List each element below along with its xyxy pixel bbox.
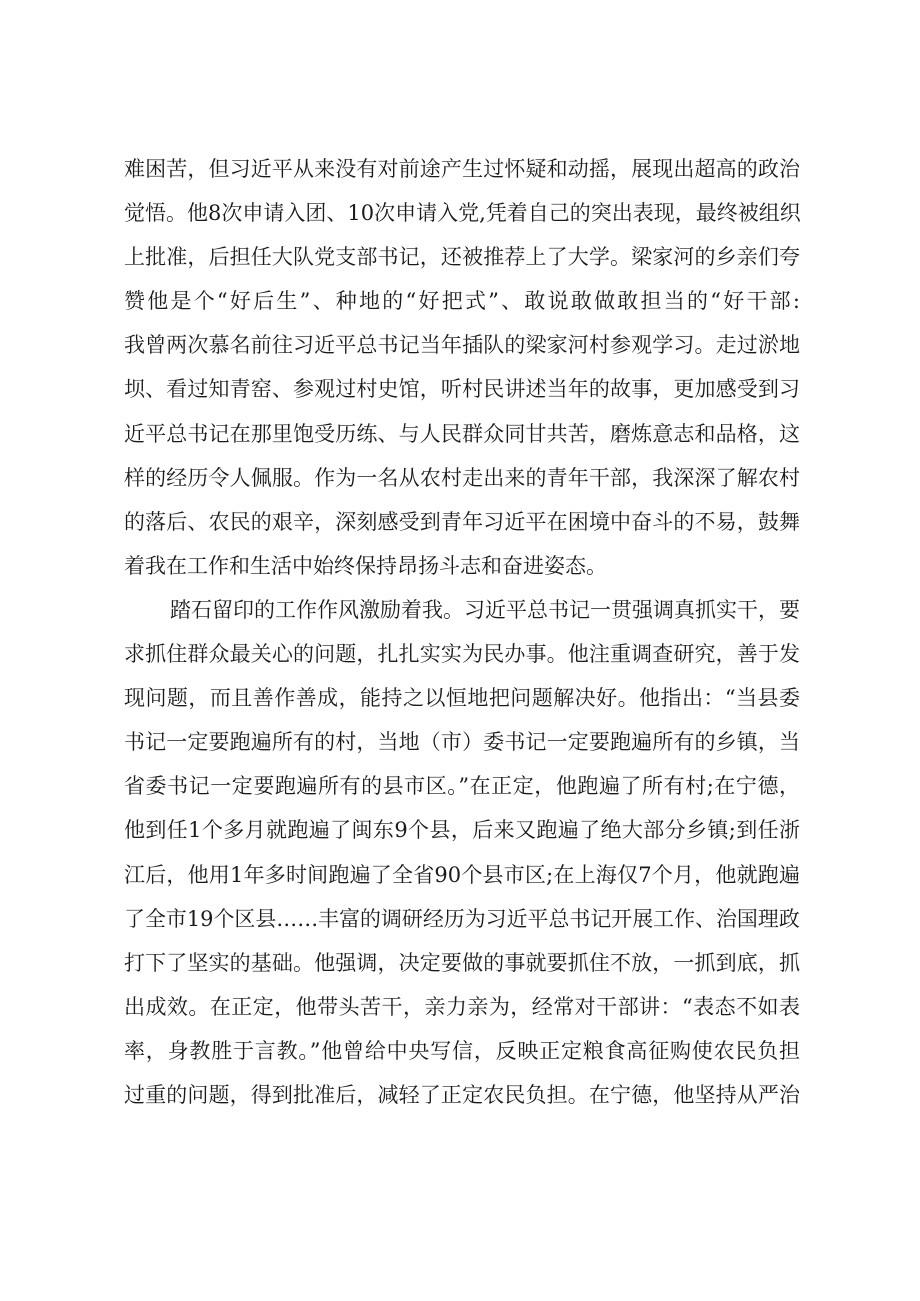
text-line: 觉悟。他8次申请入团、10次申请入党,凭着自己的突出表现，最终被组织 <box>124 201 801 226</box>
text-line: 现问题，而且善作善成，能持之以恒地把问题解决好。他指出：“当县委 <box>124 686 800 711</box>
text-line: 赞他是个“好后生”、种地的“好把式”、敢说敢做敢担当的“好干部: <box>124 289 800 314</box>
text-line: 他到任1个多月就跑遍了闽东9个县，后来又跑遍了绝大部分乡镇;到任浙 <box>124 818 800 843</box>
text-line: 省委书记一定要跑遍所有的县市区。”在正定，他跑遍了所有村;在宁德， <box>124 774 800 799</box>
text-line: 的落后、农民的艰辛，深刻感受到青年习近平在困境中奋斗的不易，鼓舞 <box>124 509 800 534</box>
text-line: 上批准，后担任大队党支部书记，还被推荐上了大学。梁家河的乡亲们夸 <box>124 245 800 270</box>
text-line: 样的经历令人佩服。作为一名从农村走出来的青年干部，我深深了解农村 <box>124 465 800 490</box>
text-line: 求抓住群众最关心的问题，扎扎实实为民办事。他注重调查研究，善于发 <box>124 642 800 667</box>
text-line: 书记一定要跑遍所有的村，当地（市）委书记一定要跑遍所有的乡镇，当 <box>124 730 800 755</box>
text-line: 过重的问题，得到批准后，减轻了正定农民负担。在宁德，他坚持从严治 <box>124 1082 800 1107</box>
text-line: 近平总书记在那里饱受历练、与人民群众同甘共苦，磨炼意志和品格，这 <box>124 421 800 446</box>
text-line: 江后，他用1年多时间跑遍了全省90个县市区;在上海仅7个月，他就跑遍 <box>124 862 800 887</box>
text-line: 了全市19个区县……丰富的调研经历为习近平总书记开展工作、治国理政 <box>124 906 800 931</box>
text-line: 坝、看过知青窑、参观过村史馆，听村民讲述当年的故事，更加感受到习 <box>124 377 800 402</box>
paragraph-2 <box>124 588 800 1117</box>
text-line: 难困苦，但习近平从来没有对前途产生过怀疑和动摇，展现出超高的政治 <box>124 157 800 181</box>
text-line: 出成效。在正定，他带头苦干，亲力亲为，经常对干部讲：“表态不如表 <box>124 994 800 1019</box>
text-line: 着我在工作和生活中始终保持昂扬斗志和奋进姿态。 <box>124 553 607 578</box>
text-line: 率，身教胜于言教。”他曾给中央写信，反映正定粮食高征购使农民负担 <box>124 1038 800 1063</box>
text-line: 踏石留印的工作作风激励着我。习近平总书记一贯强调真抓实干，要 <box>170 597 800 622</box>
text-line: 打下了坚实的基础。他强调，决定要做的事就要抓住不放，一抓到底，抓 <box>124 950 800 975</box>
document-body <box>124 147 800 1117</box>
text-line: 我曾两次慕名前往习近平总书记当年插队的梁家河村参观学习。走过淤地 <box>124 333 800 358</box>
paragraph-1 <box>124 147 800 588</box>
